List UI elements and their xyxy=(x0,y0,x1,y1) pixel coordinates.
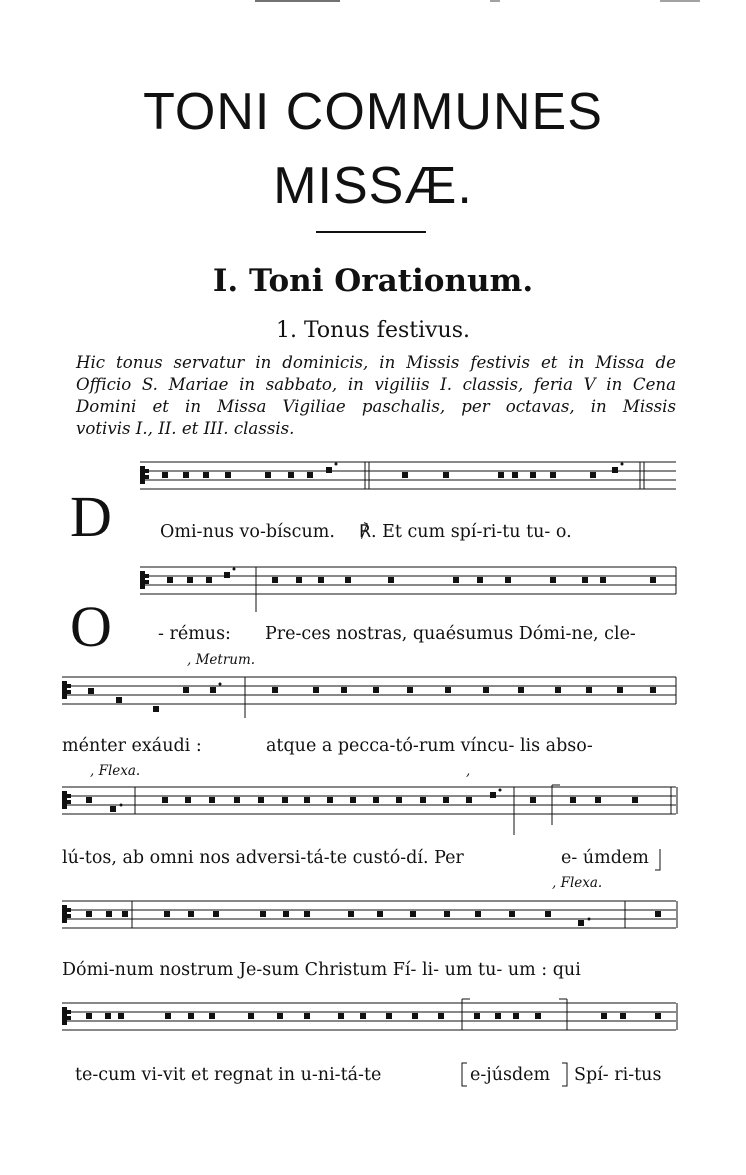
rubric-line: Domini et in Missa Vigiliae paschalis, per octavas, in Missis xyxy=(76,397,676,416)
flexa-label: Flexa. xyxy=(560,875,603,891)
lyric-segment: e- úmdem xyxy=(561,848,649,868)
section-heading: I. Toni Orationum. xyxy=(212,263,534,299)
chant-staff-3 xyxy=(0,670,746,725)
title-divider xyxy=(316,231,426,233)
lyric-segment: te-cum vi-vit et regnat in u-ni-tá-te xyxy=(75,1065,382,1085)
lyric-segment: Omi-nus vo-bíscum. xyxy=(160,522,335,542)
flexa-mark: , Flexa. xyxy=(552,875,603,891)
page-title-line-2: MISSÆ. xyxy=(273,157,473,215)
chant-staff-4 xyxy=(0,780,746,840)
flexa-label: Flexa. xyxy=(98,763,141,779)
lyric-segment: - rémus: xyxy=(158,624,231,644)
chant-staff-5 xyxy=(0,894,746,949)
lyric-segment: ℟. Et cum spí-ri-tu tu- o. xyxy=(359,522,572,542)
initial-letter-d: D xyxy=(70,484,112,549)
rubric-text xyxy=(76,352,676,440)
lyric-segment: ménter exáudi : xyxy=(62,736,202,756)
metrum-mark: , Metrum. xyxy=(187,652,256,668)
metrum-label: Metrum. xyxy=(195,652,256,668)
bracket-close xyxy=(655,848,667,874)
flexa-comma: , xyxy=(466,763,471,779)
rubric-line: Hic tonus servatur in dominicis, in Missis festivis et in Missa de xyxy=(76,353,676,372)
bracket-left xyxy=(458,1062,470,1088)
lyric-segment: lú-tos, ab omni nos adversi-tá-te custó-dí. Per xyxy=(62,848,464,868)
flexa-mark: , Flexa. xyxy=(90,763,141,779)
bracket-right xyxy=(559,1062,571,1088)
scan-top-marks xyxy=(0,0,746,4)
lyric-segment: Pre-ces nostras, quaésumus Dómi-ne, cle- xyxy=(265,624,636,644)
chant-staff-2 xyxy=(0,560,746,610)
lyric-segment: e-júsdem xyxy=(470,1065,551,1085)
lyric-segment: Dómi-num nostrum Je-sum Christum Fí- li- um tu- um : qui xyxy=(62,960,581,980)
rubric-line: Officio S. Mariae in sabbato, in vigiliis I. classis, feria V in Cena xyxy=(76,375,676,394)
lyric-segment: atque a pecca-tó-rum víncu- lis abso- xyxy=(266,736,593,756)
page-title-line-1: TONI COMMUNES xyxy=(143,83,603,141)
chant-staff-6 xyxy=(0,996,746,1076)
subsection-heading: 1. Tonus festivus. xyxy=(275,318,471,343)
rubric-line: votivis I., II. et III. classis. xyxy=(76,419,295,438)
initial-letter-o: O xyxy=(70,594,112,659)
chant-staff-1 xyxy=(0,455,746,505)
lyric-segment: Spí- ri-tus xyxy=(574,1065,662,1085)
